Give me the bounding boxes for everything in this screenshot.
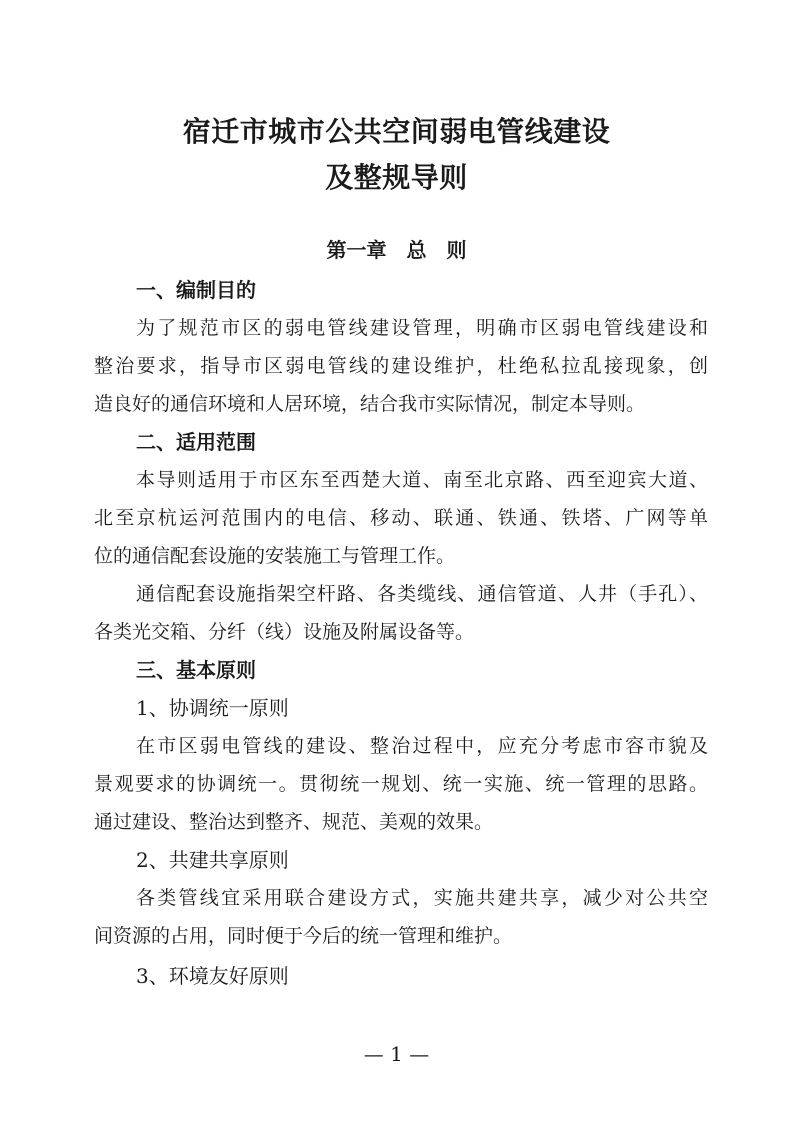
chapter-heading: 第一章 总 则 <box>326 238 467 262</box>
subheading-coordination: 1、协调统一原则 <box>136 696 289 720</box>
paragraph-line: 间资源的占用，同时便于今后的统一管理和维护。 <box>94 925 513 947</box>
paragraph-line: 为了规范市区的弱电管线建设管理，明确市区弱电管线建设和 <box>136 317 708 339</box>
section-heading-purpose: 一、编制目的 <box>136 278 256 302</box>
paragraph-line: 各类管线宜采用联合建设方式，实施共建共享，减少对公共空 <box>136 887 708 909</box>
paragraph-line: 通信配套设施指架空杆路、各类缆线、通信管道、人井（手孔）、 <box>136 583 708 605</box>
subheading-co-construction: 2、共建共享原则 <box>136 848 289 872</box>
document-title-line-2: 及整规导则 <box>325 161 468 194</box>
page-number: — 1 — <box>363 1042 430 1066</box>
paragraph-line: 在市区弱电管线的建设、整治过程中，应充分考虑市容市貌及 <box>136 735 708 757</box>
paragraph-line: 造良好的通信环境和人居环境，结合我市实际情况，制定本导则。 <box>94 393 646 415</box>
paragraph-line: 景观要求的协调统一。贯彻统一规划、统一实施、统一管理的思路。 <box>94 773 708 795</box>
paragraph-line: 整治要求，指导市区弱电管线的建设维护，杜绝私拉乱接现象，创 <box>94 355 708 377</box>
section-heading-principles: 三、基本原则 <box>136 658 256 682</box>
paragraph-line: 各类光交箱、分纤（线）设施及附属设备等。 <box>94 621 475 643</box>
paragraph-line: 北至京杭运河范围内的电信、移动、联通、铁通、铁塔、广网等单 <box>94 507 708 529</box>
subheading-environment: 3、环境友好原则 <box>136 964 289 988</box>
paragraph-line: 通过建设、整治达到整齐、规范、美观的效果。 <box>94 811 494 833</box>
paragraph-line: 本导则适用于市区东至西楚大道、南至北京路、西至迎宾大道、 <box>136 469 708 491</box>
paragraph-line: 位的通信配套设施的安装施工与管理工作。 <box>94 545 456 567</box>
document-title-line-1: 宿迁市城市公共空间弱电管线建设 <box>182 115 611 148</box>
section-heading-scope: 二、适用范围 <box>136 430 256 454</box>
